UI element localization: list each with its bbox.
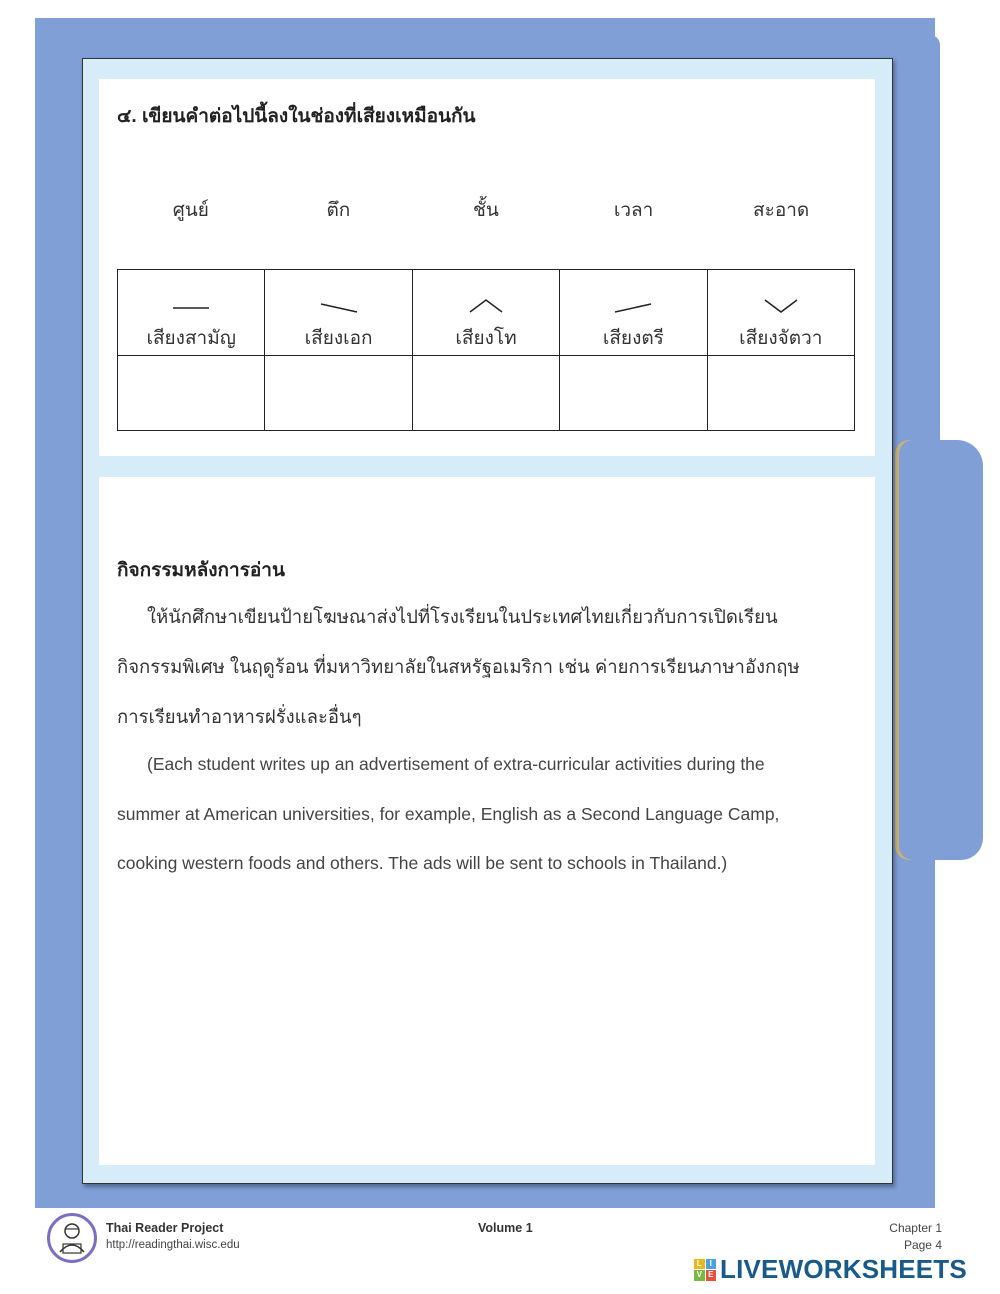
tone-header-row [118,270,855,356]
activity-english-line: summer at American universities, for example, English as a Second Language Camp, [117,804,780,824]
answer-drop-zone-falling[interactable] [412,356,559,431]
tone-low-icon [319,301,359,315]
tone-falling-icon [466,297,506,315]
tone-header-high [560,270,707,356]
word-bank [117,195,855,225]
logo-letter: I [706,1259,717,1270]
exercise-heading: ๔. เขียนคำต่อไปนี้ลงในช่องที่เสียงเหมือนกัน [117,106,476,127]
tone-header-falling [412,270,559,356]
logo-letter: V [694,1270,705,1281]
tone-label: เสียงเอก [304,328,373,349]
word-item[interactable]: สะอาด [753,200,810,221]
word-item[interactable]: ตึก [326,200,351,221]
activity-english-line: cooking western foods and others. The ads will be sent to schools in Thailand.) [117,853,728,873]
activity-english-line: (Each student writes up an advertisement of extra-curricular activities during the [147,754,765,774]
word-item[interactable]: ศูนย์ [172,200,209,221]
word-item[interactable]: ชั้น [473,200,499,221]
footer-project-name: Thai Reader Project [106,1221,224,1235]
footer-page: Page 4 [903,1238,942,1252]
answer-drop-zone-rising[interactable] [707,356,854,431]
liveworksheets-brand[interactable] [694,1254,967,1285]
logo-letter: L [694,1259,705,1270]
footer-project-url[interactable]: http://readingthai.wisc.edu [106,1239,240,1251]
tone-high-icon [613,301,653,315]
activity-panel [99,477,875,1165]
tone-label: เสียงจัตวา [739,328,823,349]
activity-thai-line: กิจกรรมพิเศษ ในฤดูร้อน ที่มหาวิทยาลัยในสหรัฐอเมริกา เช่น ค่ายการเรียนภาษาอังกฤษ [117,656,800,677]
reader-figure-icon [50,1216,94,1260]
tone-label: เสียงโท [455,328,517,349]
activity-thai-line: ให้นักศึกษาเขียนป้ายโฆษณาส่งไปที่โรงเรียนในประเทศไทยเกี่ยวกับการเปิดเรียน [147,606,778,627]
footer-volume: Volume 1 [478,1221,533,1235]
worksheet-page [82,58,893,1184]
tone-rising-icon [761,297,801,315]
tone-header-low [265,270,412,356]
activity-title: กิจกรรมหลังการอ่าน [117,560,285,581]
folder-tab [895,440,983,860]
thai-reader-logo-icon [47,1213,97,1263]
footer-chapter: Chapter 1 [889,1221,942,1235]
word-item[interactable]: เวลา [613,200,654,221]
tone-level-icon [171,301,211,315]
tone-table [117,269,855,431]
liveworksheets-logo-icon [694,1259,716,1281]
folder-tab-upper [890,35,940,455]
answer-drop-zone-low[interactable] [265,356,412,431]
liveworksheets-wordmark: LIVEWORKSHEETS [720,1254,967,1284]
answer-drop-zone-mid[interactable] [118,356,265,431]
tone-label: เสียงตรี [602,328,664,349]
tone-label: เสียงสามัญ [146,328,236,349]
answer-drop-zone-high[interactable] [560,356,707,431]
activity-thai-line: การเรียนทำอาหารฝรั่งและอื่นๆ [117,706,362,727]
tone-header-mid [118,270,265,356]
tone-header-rising [707,270,854,356]
answer-row [118,356,855,431]
exercise-panel [99,79,875,456]
logo-letter: E [706,1270,717,1281]
